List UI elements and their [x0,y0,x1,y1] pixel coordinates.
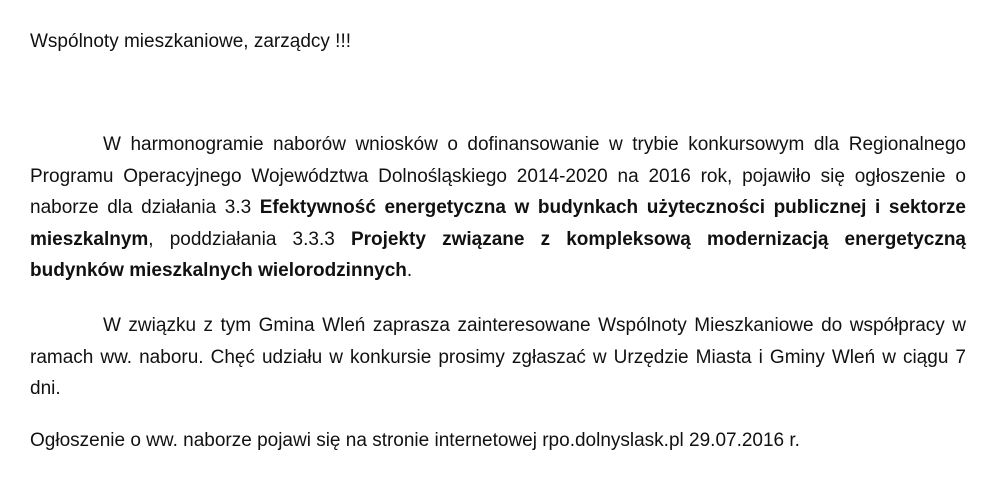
subaction-title-bold: Projekty związane z kompleksową modernizacją energetyczną budynków mieszkalnych wielorodzinnych [30,228,966,281]
paragraph-announcement [30,129,966,287]
paragraph-publication-note: Ogłoszenie o ww. naborze pojawi się na stronie internetowej rpo.dolnyslask.pl 29.07.2016 r. [30,430,800,451]
action-title-bold: Efektywność energetyczna w budynkach użyteczności publicznej i sektorze mieszkalnym [30,197,966,250]
paragraph-invitation: W związku z tym Gmina Wleń zaprasza zainteresowane Wspólnoty Mieszkaniowe do współpracy w ramach ww. naboru. Chęć udziału w konkursie prosimy zgłaszać w Urzędzie Miasta i Gminy Wleń w ciągu 7 dni. [30,315,966,399]
paragraph-text: W harmonogramie naborów wniosków o dofinansowanie w trybie konkursowym dla Regionalnego Programu Operacyjnego Województwa Dolnośląskiego 2014-2020 na 2016 rok, pojawiło się ogłoszenie o naborze dla działania 3.3 [30,134,966,218]
paragraph-text: , poddziałania 3.3.3 [148,228,351,250]
document-heading: Wspólnoty mieszkaniowe, zarządcy !!! [30,31,352,52]
paragraph-text: . [406,260,413,281]
